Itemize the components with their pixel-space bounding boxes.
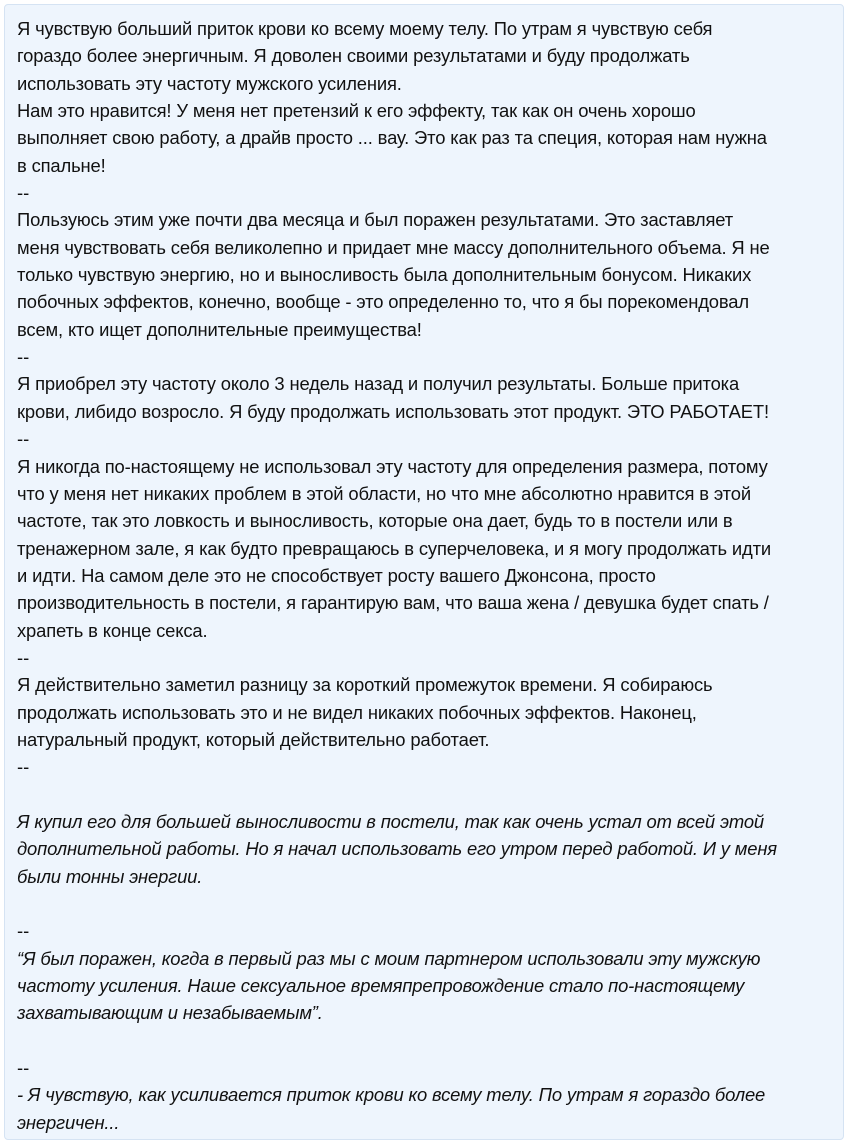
text-line: Я приобрел эту частоту около 3 недель назад и получил результаты. Больше притока (17, 373, 740, 395)
review-paragraph (17, 453, 833, 644)
text-line: гораздо более энергичным. Я доволен своими результатами и буду продолжать (17, 45, 690, 67)
text-line (17, 890, 833, 917)
text-line: тренажерном зале, я как будто превращаюсь в суперчеловека, и я могу продолжать идти (17, 537, 772, 559)
separator (17, 1054, 833, 1081)
quote-paragraph (17, 945, 833, 1027)
text-line (17, 1027, 833, 1054)
separator-dashes: -- (17, 920, 30, 942)
separator (17, 917, 833, 944)
text-line: частоте, так это ловкость и выносливость, которые она дает, будь то в постели или в (17, 510, 733, 532)
review-paragraph (17, 206, 833, 343)
text-line: меня чувствовать себя великолепно и придает мне массу дополнительного объема. Я не (17, 236, 770, 258)
quote-paragraph (17, 808, 833, 890)
text-line: дополнительной работы. Но я начал использовать его утром перед работой. И у меня (17, 838, 777, 860)
text-line: - Я чувствую, как усиливается приток крови ко всему телу. По утрам я гораздо более (17, 1084, 766, 1106)
text-line: продолжать использовать это и не видел никаких побочных эффектов. Наконец, (17, 701, 697, 723)
review-paragraph (17, 671, 833, 753)
text-line: побочных эффектов, конечно, вообще - это определенно то, что я бы порекомендовал (17, 291, 749, 313)
text-line: в спальне! (17, 154, 106, 176)
text-line: крови, либидо возросло. Я буду продолжать использовать этот продукт. ЭТО РАБОТАЕТ! (17, 400, 769, 422)
text-line: Пользуюсь этим уже почти два месяца и был поражен результатами. Это заставляет (17, 209, 734, 231)
text-line: и идти. На самом деле это не способствует росту вашего Джонсона, просто (17, 564, 656, 586)
text-line: Я никогда по-настоящему не использовал эту частоту для определения размера, потому (17, 455, 768, 477)
text-line: что у меня нет никаких проблем в этой области, но что мне абсолютно нравится в этой (17, 482, 751, 504)
review-paragraph (17, 15, 833, 97)
text-line: выполняет свою работу, а драйв просто ... вау. Это как раз та специя, которая нам нужна (17, 127, 767, 149)
separator-dashes: -- (17, 756, 30, 778)
text-line: Я купил его для большей выносливости в постели, так как очень устал от всей этой (17, 810, 764, 832)
separator (17, 179, 833, 206)
separator (17, 753, 833, 780)
separator (17, 425, 833, 452)
separator (17, 343, 833, 370)
review-paragraph (17, 370, 833, 425)
text-line: были тонны энергии. (17, 865, 203, 887)
separator-dashes: -- (17, 346, 30, 368)
blank-line (17, 1027, 833, 1054)
text-line: производительность в постели, я гарантирую вам, что ваша жена / девушка будет спать / (17, 592, 769, 614)
text-line: энергичен... (17, 1111, 120, 1133)
text-line: Я чувствую больший приток крови ко всему моему телу. По утрам я чувствую себя (17, 18, 713, 39)
text-line: Нам это нравится! У меня нет претензий к его эффекту, так как он очень хорошо (17, 100, 696, 122)
text-line: всем, кто ищет дополнительные преимущества! (17, 318, 422, 340)
separator-dashes: -- (17, 182, 30, 204)
blank-line (17, 781, 833, 808)
text-line: храпеть в конце секса. (17, 619, 208, 641)
text-line: “Я был поражен, когда в первый раз мы с моим партнером использовали эту мужскую (17, 947, 761, 969)
text-line: натуральный продукт, который действительно работает. (17, 728, 490, 750)
text-line: только чувствую энергию, но и выносливость была дополнительным бонусом. Никаких (17, 264, 752, 286)
quote-paragraph (17, 1081, 833, 1136)
separator (17, 644, 833, 671)
review-paragraph (17, 97, 833, 179)
separator-dashes: -- (17, 646, 30, 668)
text-line: захватывающим и незабываемым”. (17, 1002, 323, 1024)
text-line: частоту усиления. Наше сексуальное времяпрепровождение стало по-настоящему (17, 975, 745, 997)
text-line: использовать эту частоту мужского усиления. (17, 72, 402, 94)
testimonials-panel (4, 4, 844, 1140)
blank-line (17, 890, 833, 917)
separator-dashes: -- (17, 428, 30, 450)
text-line: Я действительно заметил разницу за короткий промежуток времени. Я собираюсь (17, 674, 713, 696)
text-line (17, 781, 833, 808)
separator-dashes: -- (17, 1057, 30, 1079)
